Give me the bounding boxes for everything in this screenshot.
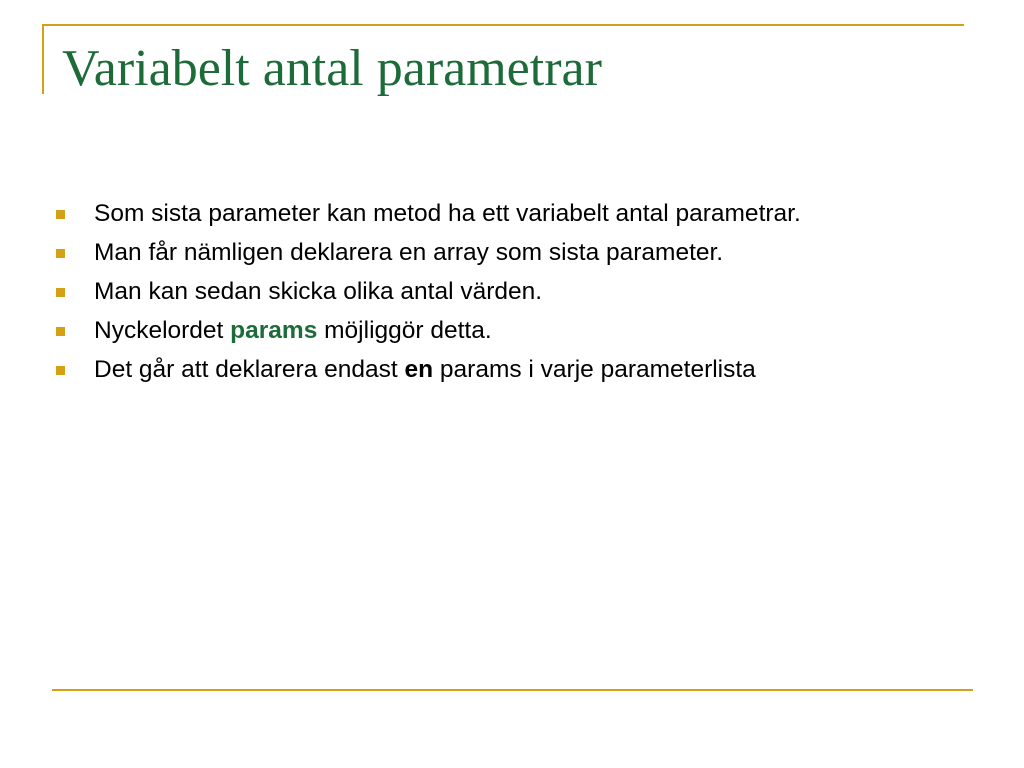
bullet-item [56, 274, 801, 313]
frame-left-line [42, 24, 44, 94]
bullet-list [56, 196, 801, 391]
square-bullet-icon [56, 210, 65, 219]
frame-bottom-line [52, 689, 973, 691]
frame-top-line [42, 24, 964, 26]
bullet-text: Som sista parameter kan metod ha ett variabelt antal parametrar. [94, 200, 801, 227]
bullet-item [56, 352, 801, 391]
keyword-params: params [230, 317, 318, 344]
square-bullet-icon [56, 366, 65, 375]
bullet-item [56, 196, 801, 235]
bullet-text-after: möjliggör detta. [317, 317, 492, 344]
square-bullet-icon [56, 327, 65, 336]
bullet-item [56, 313, 801, 352]
slide-title: Variabelt antal parametrar [62, 40, 602, 97]
square-bullet-icon [56, 249, 65, 258]
square-bullet-icon [56, 288, 65, 297]
bullet-text-before: Det går att deklarera endast [94, 356, 405, 383]
keyword-en: en [404, 356, 434, 383]
bullet-text-before: Nyckelordet [94, 317, 231, 344]
bullet-text: Man kan sedan skicka olika antal värden. [94, 278, 543, 305]
bullet-text: Man får nämligen deklarera en array som sista parameter. [94, 239, 724, 266]
bullet-item [56, 235, 801, 274]
bullet-text-after: params i varje parameterlista [433, 356, 756, 383]
